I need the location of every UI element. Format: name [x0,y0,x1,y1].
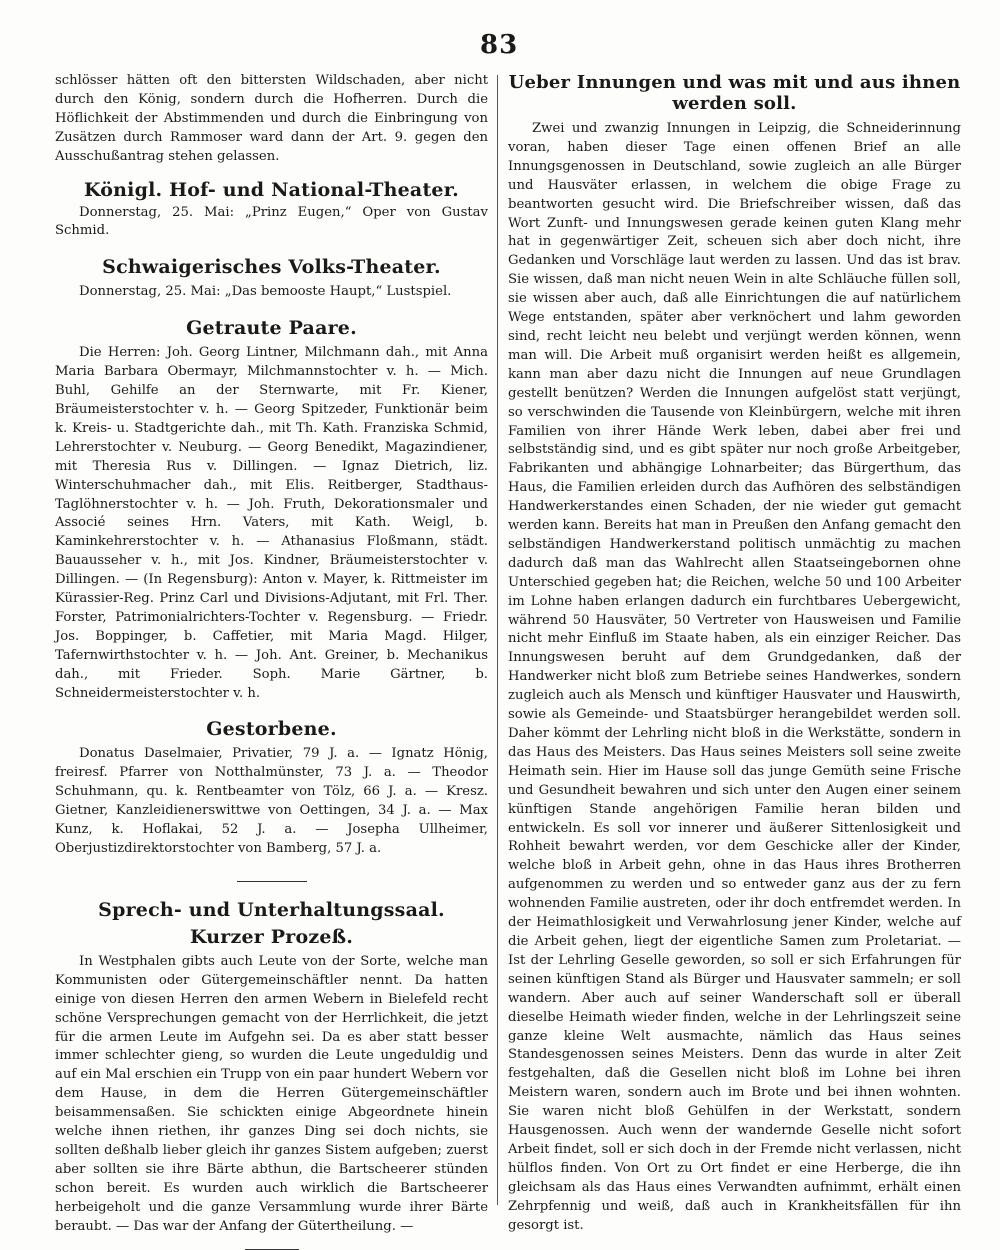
left-column [55,72,488,1250]
deceased-text: Donatus Daselmaier, Privatier, 79 J. a. — Ignatz Hönig, freiresf. Pfarrer von Notthalmünster, 73 J. a. — Theodor Schuhmann, qu. k. Rentbeamter von Tölz, 66 J. a. — Kresz. Gietner, Kanzleidienerswittwe von Oettingen, 34 J. a. — Max Kunz, k. Hoflakai, 52 J. a. — Josepha Ullheimer, Oberjustizdirektorstochter von Bamberg, 57 J. a. [55,746,488,856]
deceased-heading: Gestorbene. [206,718,337,741]
section-divider-rule [237,881,307,882]
right-column [508,72,961,1235]
intro-paragraph: schlösser hätten oft den bittersten Wildschaden, aber nicht durch den König, sondern durch die Hofherren. Durch die Höflichkeit der Abstimmenden und durch die Einbringung von Zusätzen durch Rammoser ward dann der Art. 9. gegen den Ausschußantrag stehen gelassen. [55,73,488,164]
article-text: Zwei und zwanzig Innungen in Leipzig, die Schneiderinnung voran, haben dieser Tage einen offenen Brief an alle Innungsgenossen in Deutschland, sowie zugleich an alle Bürger und Hausväter erlassen, in welchem die obige Frage zu beantworten gesucht wird. Die Briefschreiber wissen, daß das Wort Zunft- und Innungswesen gerade keinen guten Klang mehr hat in gegenwärtiger Zeit, scheuen sich aber doch nicht, ihre Gedanken und Vorschläge laut werden zu lassen. Und das ist brav. Sie wissen, daß man nicht neuen Wein in alte Schläuche füllen soll, sie wissen aber auch, daß alle Einrichtungen die auf natürlichem Wege entstanden, später aber verknöchert und lahm geworden sind, recht leicht neu belebt und verjüngt werden können, wenn man will. Die Arbeit muß organisirt werden heißt es allgemein, kann man aber dazu nicht die Innungen auf neue Grundlagen gestellt benützen? Werden die Innungen aufgelöst statt verjüngt, so verschwinden die Tausende von Kleinbürgern, welche mit ihren Familien von ihrer Hände Werk leben, dabei aber frei und selbstständig sind, und es gibt später nur noch große Arbeitgeber, Fabrikanten und abhängige Lohnarbeiter; das Bürgerthum, das Haus, die Familien erleiden durch das Aufhören des selbständigen Handwerkerstandes einen Schaden, der nie wieder gut gemacht werden kann. Bereits hat man in Preußen den Anfang gemacht den selbständigen Handwerkerstand politisch unmächtig zu machen dadurch daß man das Wahlrecht allen Staatseingebornen ohne Unterschied gegeben hat; die Reichen, welche 50 und 100 Arbeiter im Lohne haben erlangen dadurch ein furchtbares Uebergewicht, während 50 Hausväter, 50 Vertreter von Hausweisen und Familie nicht mehr Einfluß im Staate haben, als ein einziger Reicher. Das Innungswesen beruht auf dem Grundgedanken, daß der Handwerker nicht bloß zum Betriebe seines Handwerkes, sondern zugleich auch als Mensch und künftiger Hausvater und Hauswirth, sowie als Gemeinde- und Staatsbürger herangebildet werden soll. Daher kömmt der Lehrling nicht bloß in die Werkstätte, sondern in das Haus des Meisters. Das Haus seines Meisters soll seine zweite Heimath sein. Hier im Hause soll das junge Gemüth seine Frische und Gesundheit bewahren und sich unter den Augen einer seinem künftigen Stande angehörigen Familie heran bilden und entwickeln. Es soll vor innerer und äußerer Sittenlosigkeit und Rohheit bewahrt werden, vor dem Geschicke aller der Kinder, welche bloß in Arbeit gehn, ohne in das Haus ihres Brotherren aufgenommen zu werden und so entweder ganz aus der zu fern wohnenden Familie austreten, oder ihr doch entfremdet werden. In der Heimathlosigkeit und Verwahrlosung jener Kinder, welche auf die Arbeit gehen, liegt der eigentliche Samen zum Proletariat. — Ist der Lehrling Geselle geworden, so soll er sich Erfahrungen für seinen künftigen Stand als Bürger und Hausvater sammeln; er soll wandern. Aber auch auf seiner Wanderschaft soll er überall dieselbe Heimath wieder finden, welche in der Lehrlingszeit seine ganze kleine Welt ausmachte, nämlich das Haus seines Standesgenossen seines Meisters. Denn das wurde in alter Zeit festgehalten, daß die Gesellen nicht bloß im Lohne bei ihren Meistern waren, sondern auch im Brote und bei ihnen wohnten. Sie waren nicht bloß Gehülfen in der Werkstatt, sondern Hausgenossen. Auch wenn der wandernde Geselle nicht sofort Arbeit findet, soll er sich doch in der Fremde nicht verlassen, nicht hülflos finden. Von Ort zu Ort findet er eine Herberge, die ihn gleichsam als das Haus eines Verwandten aufnimmt, erhält einen Zehrpfennig und weiß, daß auch in Krankheitsfällen für ihn gesorgt ist. [508,121,961,1233]
theater-notice-court: Donnerstag, 25. Mai: „Prinz Eugen,“ Oper von Gustav Schmid. [55,204,488,239]
married-couples-text: Die Herren: Joh. Georg Lintner, Milchmann dah., mit Anna Maria Barbara Obermayr, Milchmannstochter v. h. — Mich. Buhl, Gehilfe an der Sternwarte, mit Fr. Kiener, Bräumeisterstochter v. h. — Georg Spitzeder, Funktionär beim k. Kreis- u. Stadtgerichte dah., mit Th. Kath. Franziska Schmid, Lehrerstochter v. Neuburg. — Georg Benedikt, Magazindiener, mit Theresia Rus v. Dillingen. — Ignaz Dietrich, liz. Winterschuhmacher dah., mit Elis. Reitberger, Stadthaus-Taglöhnerstochter v. h. — Joh. Fruth, Dekorationsmaler und Associé seines Hrn. Vaters, mit Kath. Weigl, b. Kaminkehrerstochter v. h. — Athanasius Floßmann, städt. Bauausseher v. h., mit Jos. Kindner, Bräumeisterstochter v. Dillingen. — (In Regensburg): Anton v. Mayer, k. Rittmeister im Kürassier-Reg. Prinz Carl und Divisions-Adjutant, mit Frl. Ther. Forster, Patrimonialrichters-Tochter v. Regensburg. — Friedr. Jos. Boppinger, b. Caffetier, mit Maria Magd. Hilger, Tafernwirthstochter v. h. — Joh. Ant. Greiner, b. Mechanikus dah., mit Frieder. Soph. Marie Gärtner, b. Schneidermeisterstochter v. h. [55,345,488,701]
story-text: In Westphalen gibts auch Leute von der Sorte, welche man Kommunisten oder Gütergemeinschäftler nennt. Da hatten einige von diesen Herren den armen Webern in Bielefeld recht schöne Versprechungen gemacht von der Herrlichkeit, die jetzt für die armen Leute im Aufgehn sei. Da es aber statt besser immer schlechter gieng, so wurden die Leute ungeduldig und auf ein Mal erschien ein Trupp von ein paar hundert Webern vor dem Hause, in dem die Herren Gütergemeinschäftler beisammensaßen. Sie schickten einige Abgeordnete hinein welche ihnen riethen, ihr ganzes Ding sei doch nichts, sie sollten deßhalb lieber gleich ihr ganzes Sistem aufgeben; zuerst aber sollten sie ihre Bärte abthun, die Bartscheerer stünden schon bereit. Es wurden auch wirklich die Bartscheerer herbeigeholt und die ganze Versammlung wurde ihrer Bärte beraubt. — Das war der Anfang der Gütertheilung. — [55,953,488,1234]
column-divider [497,75,498,1205]
theater-heading-folk: Schwaigerisches Volks-Theater. [102,256,441,279]
feuilleton-heading: Sprech- und Unterhaltungssaal. [98,898,445,921]
page-number: 83 [480,30,519,60]
article-title: Ueber Innungen und was mit und aus ihnen werden soll. [508,72,961,114]
married-couples-heading: Getraute Paare. [186,317,357,340]
theater-notice-folk: Donnerstag, 25. Mai: „Das bemooste Haupt,“ Lustspiel. [79,284,452,300]
story-title: Kurzer Prozeß. [189,925,354,948]
theater-heading-court: Königl. Hof- und National-Theater. [83,178,459,201]
end-rule [245,1249,299,1250]
